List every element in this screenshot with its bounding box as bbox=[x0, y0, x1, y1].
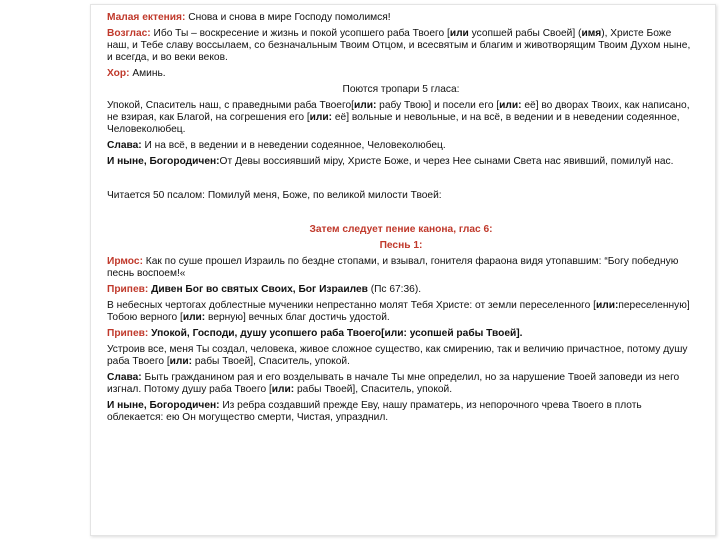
troparia-heading: Поются тропари 5 гласа: bbox=[342, 84, 460, 95]
troparion-1-or-1: или: bbox=[353, 100, 377, 111]
psalm-50: Читается 50 псалом: Помилуй меня, Боже, по великой милости Твоей: bbox=[107, 190, 442, 201]
verse-1-text-1: В небесных чертогах доблестные мученики непрестанно молят Тебя Христе: от земли переселенного [ bbox=[107, 300, 596, 311]
irmos bbox=[107, 256, 695, 280]
choir-label: Хор: bbox=[107, 68, 130, 79]
troparion-1-text-4: её] вольные и невольные, и на всё, в ведении и в неведении содеянное, Человеколюбец. bbox=[107, 112, 680, 135]
theotokion-2 bbox=[107, 400, 695, 424]
document-body bbox=[107, 12, 695, 428]
small-litany-text: Снова и снова в мире Господу помолимся! bbox=[185, 12, 391, 23]
refrain-1 bbox=[107, 284, 695, 296]
refrain-1-ref: (Пс 67:36). bbox=[367, 284, 422, 295]
exclamation-text-3: ), Христе Боже наш, и Тебе славу воссылаем, со безначальным Твоим Отцом, и всесвятым и благим и животворящим Твоим Духом ныне, и всегда, и во веки веков. bbox=[107, 28, 691, 63]
troparion-1-text-3: её] во дворах Твоих, как написано, не взирая, как Благой, на согрешения его [ bbox=[107, 100, 690, 123]
refrain-2 bbox=[107, 328, 695, 340]
irmos-label: Ирмос: bbox=[107, 256, 143, 267]
exclamation-name: имя bbox=[581, 28, 602, 39]
verse-1-or-2: или: bbox=[182, 312, 206, 323]
canon-heading: Затем следует пение канона, глас 6: bbox=[309, 224, 493, 235]
irmos-text: Как по суше прошел Израиль по бездне стопами, и взывал, гонителя фараона видя утопавшим: “Богу победную песнь воспоем!« bbox=[107, 256, 679, 279]
exclamation-text-2: усопшей рабы Своей] ( bbox=[468, 28, 582, 39]
glory-2 bbox=[107, 372, 695, 396]
verse-2-or: или: bbox=[169, 356, 193, 367]
choir-text: Аминь. bbox=[129, 68, 166, 79]
verse-2-text-2: рабы Твоей], Спаситель, упокой. bbox=[192, 356, 350, 367]
troparion-1-or-2: или: bbox=[499, 100, 522, 111]
glory-1-label: Слава: bbox=[107, 140, 142, 151]
theotokion-1-text: От Девы воссиявший міру, Христе Боже, и через Нее сынами Света нас явивший, помилуй нас. bbox=[219, 156, 674, 167]
small-litany-label: Малая ектения: bbox=[107, 12, 186, 23]
exclamation bbox=[107, 28, 695, 64]
glory-2-or: или: bbox=[271, 384, 295, 395]
verse-1-text-2: переселенную] Тобою верного [ bbox=[107, 300, 690, 323]
refrain-1-text: Дивен Бог во святых Своих, Бог Израилев bbox=[148, 284, 368, 295]
verse-2-text-1: Устроив все, меня Ты создал, человека, живое сложное существо, как смирению, так и величию причастное, потому душу раба Твоего [ bbox=[107, 344, 688, 367]
troparion-1 bbox=[107, 100, 695, 136]
glory-2-text: Быть гражданином рая и его возделывать в начале Ты мне определил, но за нарушение Твоей заповеди из него изгнал. Потому душу раба Твоего [ bbox=[107, 372, 680, 395]
theotokion-1-label: И ныне, Богородичен: bbox=[107, 156, 220, 167]
refrain-2-text-1: Упокой, Господи, душу усопшего раба Твоего[ bbox=[148, 328, 385, 339]
glory-1 bbox=[107, 140, 695, 152]
refrain-2-or: или: bbox=[384, 328, 407, 339]
troparion-1-text-2: рабу Твою] и посели его [ bbox=[376, 100, 500, 111]
exclamation-or: или bbox=[449, 28, 469, 39]
theotokion-1 bbox=[107, 156, 695, 168]
refrain-1-label: Припев: bbox=[107, 284, 149, 295]
refrain-2-text-2: усопшей рабы Твоей]. bbox=[406, 328, 523, 339]
troparion-1-or-3: или: bbox=[309, 112, 333, 123]
refrain-2-label: Припев: bbox=[107, 328, 149, 339]
glory-1-text: И на всё, в ведении и в неведении содеянное, Человеколюбец. bbox=[141, 140, 446, 151]
verse-2 bbox=[107, 344, 695, 368]
choir bbox=[107, 68, 695, 80]
theotokion-2-label: И ныне, Богородичен: bbox=[107, 400, 220, 411]
small-litany bbox=[107, 12, 695, 24]
exclamation-label: Возглас: bbox=[107, 28, 151, 39]
theotokion-2-text: Из ребра создавший прежде Еву, нашу праматерь, из непорочного чрева Твоего в плоть облекается: ею Он могущество смерти, Чистая, упразднил. bbox=[107, 400, 642, 423]
exclamation-text-1: Ибо Ты – воскресение и жизнь и покой усопшего раба Твоего [ bbox=[150, 28, 450, 39]
verse-1 bbox=[107, 300, 695, 324]
glory-2-text-2: рабы Твоей], Спаситель, упокой. bbox=[294, 384, 453, 395]
verse-1-text-3: верную] вечных благ достичь удостой. bbox=[205, 312, 390, 323]
glory-2-label: Слава: bbox=[107, 372, 142, 383]
troparion-1-text-1: Упокой, Спаситель наш, с праведными раба Твоего[ bbox=[107, 100, 354, 111]
ode-1-heading: Песнь 1: bbox=[379, 240, 423, 251]
verse-1-or-1: или: bbox=[595, 300, 619, 311]
